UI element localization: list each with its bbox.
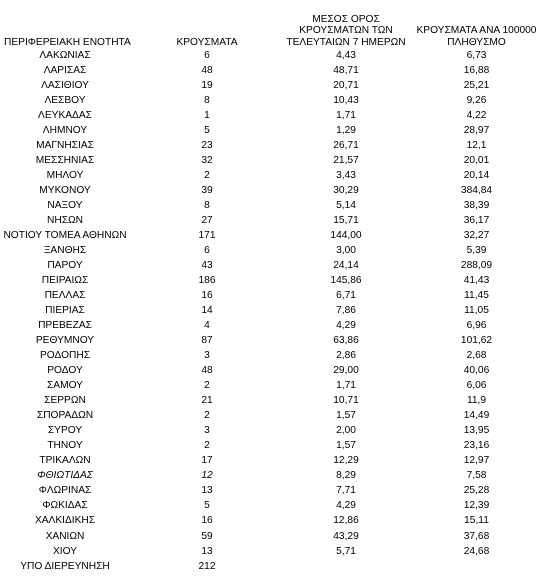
cell-per100k: 15,11 (464, 515, 489, 527)
cell-region: ΜΑΓΝΗΣΙΑΣ (36, 140, 94, 152)
cell-cases: 43 (201, 260, 213, 272)
table-row (0, 513, 543, 528)
cell-per100k: 5,39 (466, 245, 487, 257)
cell-cases: 16 (201, 515, 213, 527)
table-row (0, 93, 543, 108)
cell-region: ΦΘΙΩΤΙΔΑΣ (37, 470, 93, 482)
cell-region: ΥΠΟ ΔΙΕΡΕΥΝΗΣΗ (20, 560, 110, 572)
cell-region: ΝΟΤΙΟΥ ΤΟΜΕΑ ΑΘΗΝΩΝ (3, 230, 127, 242)
cell-cases: 48 (201, 365, 213, 377)
cell-cases: 2 (204, 440, 210, 452)
cell-cases: 3 (204, 425, 210, 437)
cell-region: ΠΑΡΟΥ (47, 260, 83, 272)
cell-per100k: 24,68 (463, 545, 490, 557)
header-row (0, 5, 543, 48)
header-cases-line: ΚΡΟΥΣΜΑΤΑ (176, 36, 238, 48)
cell-region: ΛΕΣΒΟΥ (44, 95, 86, 107)
table-row (0, 288, 543, 303)
cell-avg7: 1,57 (336, 410, 356, 422)
table-row (0, 363, 543, 378)
cell-avg7: 10,71 (333, 395, 359, 407)
cell-per100k: 7,58 (466, 470, 487, 482)
cell-per100k: 41,43 (463, 275, 490, 287)
table-row (0, 529, 543, 544)
cell-avg7: 2,00 (336, 425, 356, 437)
cell-avg7: 12,29 (333, 455, 359, 467)
cell-region: ΛΑΚΩΝΙΑΣ (39, 50, 91, 61)
table-row (0, 393, 543, 408)
cell-cases: 2 (204, 380, 210, 392)
table-row (0, 108, 543, 123)
cell-region: ΣΕΡΡΩΝ (44, 395, 86, 407)
table-row (0, 423, 543, 438)
cell-region: ΛΑΣΙΘΙΟΥ (41, 80, 89, 92)
table-row (0, 348, 543, 363)
cell-avg7: 1,29 (336, 125, 356, 137)
table-row (0, 453, 543, 468)
cell-cases: 8 (204, 95, 210, 107)
cell-avg7: 6,71 (336, 290, 356, 302)
header-region (0, 5, 132, 48)
cell-cases: 32 (201, 155, 213, 167)
header-avg7-line: ΚΡΟΥΣΜΑΤΩΝ ΤΩΝ (299, 25, 393, 36)
cell-per100k: 36,17 (463, 215, 490, 227)
cell-per100k: 6,96 (466, 320, 487, 332)
cell-region: ΠΕΛΛΑΣ (44, 290, 86, 302)
table-row (0, 318, 543, 333)
cell-per100k: 38,39 (463, 200, 490, 212)
cell-avg7: 48,71 (333, 65, 359, 77)
cell-region: ΤΡΙΚΑΛΩΝ (39, 455, 91, 467)
cell-per100k: 13,95 (463, 425, 490, 437)
cell-cases: 17 (201, 455, 213, 467)
cell-avg7: 145,86 (330, 275, 362, 287)
cell-region: ΦΩΚΙΔΑΣ (42, 500, 88, 512)
header-cases (132, 5, 282, 48)
table-row (0, 48, 543, 63)
cell-avg7: 144,00 (330, 230, 362, 242)
cell-per100k: 12,97 (463, 455, 490, 467)
cell-per100k: 384,84 (460, 185, 493, 197)
cell-cases: 8 (204, 200, 210, 212)
cell-region: ΜΕΣΣΗΝΙΑΣ (35, 155, 95, 167)
cell-per100k: 16,88 (463, 65, 490, 77)
cell-region: ΦΛΩΡΙΝΑΣ (38, 485, 92, 497)
cell-per100k: 11,45 (464, 290, 489, 302)
cell-region: ΧΙΟΥ (52, 545, 78, 557)
cell-per100k: 28,97 (463, 125, 490, 137)
header-per100k-line: ΠΛΗΘΥΣΜΟ (447, 36, 506, 48)
cell-region: ΠΙΕΡΙΑΣ (45, 305, 85, 317)
cell-region: ΡΕΘΥΜΝΟΥ (35, 335, 95, 347)
cell-avg7: 20,71 (333, 80, 359, 92)
cell-cases: 87 (201, 335, 213, 347)
cell-avg7: 4,43 (336, 50, 356, 61)
cell-cases: 16 (201, 290, 213, 302)
table-row (0, 559, 543, 574)
cell-cases: 13 (201, 485, 213, 497)
cell-per100k: 23,16 (463, 440, 490, 452)
cell-per100k: 6,06 (466, 380, 487, 392)
cell-cases: 5 (204, 125, 210, 137)
table-row (0, 408, 543, 423)
table-row (0, 438, 543, 453)
cell-avg7: 1,71 (336, 380, 356, 392)
table-row (0, 123, 543, 138)
cell-avg7: 8,29 (336, 470, 356, 482)
cell-cases: 39 (201, 185, 213, 197)
cell-per100k: 40,06 (463, 365, 490, 377)
cell-cases: 5 (204, 500, 210, 512)
cell-avg7: 1,71 (336, 110, 356, 122)
cell-region: ΡΟΔΟΥ (47, 365, 83, 377)
table-row (0, 213, 543, 228)
cell-avg7: 4,29 (336, 320, 356, 332)
cell-avg7: 7,71 (336, 485, 356, 497)
cell-region: ΞΑΝΘΗΣ (43, 245, 87, 257)
cell-region: ΝΑΞΟΥ (47, 200, 83, 212)
table-row (0, 498, 543, 513)
cell-avg7: 2,86 (336, 350, 356, 362)
cell-avg7: 7,86 (336, 305, 356, 317)
cell-per100k: 6,73 (466, 50, 487, 61)
cell-region: ΣΥΡΟΥ (47, 425, 83, 437)
cell-region: ΛΕΥΚΑΔΑΣ (38, 110, 92, 122)
cell-per100k: 11,05 (464, 305, 489, 317)
table-row (0, 138, 543, 153)
cell-cases: 4 (204, 320, 210, 332)
cell-avg7: 10,43 (333, 95, 359, 107)
cell-cases: 14 (201, 305, 213, 317)
table-row (0, 483, 543, 498)
cell-avg7: 24,14 (333, 260, 359, 272)
cell-cases: 3 (204, 350, 210, 362)
cell-avg7 (282, 559, 410, 574)
cell-avg7: 5,71 (336, 545, 356, 557)
cell-per100k: 12,1 (466, 140, 487, 152)
cell-per100k: 20,14 (463, 170, 490, 182)
header-avg7 (282, 5, 410, 48)
cell-per100k: 12,39 (463, 500, 490, 512)
cell-cases: 21 (201, 395, 213, 407)
cell-region: ΡΟΔΟΠΗΣ (39, 350, 91, 362)
cell-per100k: 288,09 (460, 260, 493, 272)
cell-region: ΠΡΕΒΕΖΑΣ (38, 320, 92, 332)
header-per100k (410, 5, 543, 48)
cell-avg7: 3,43 (336, 170, 356, 182)
cell-cases: 19 (201, 80, 213, 92)
cell-cases: 1 (204, 110, 210, 122)
table-row (0, 468, 543, 483)
cell-per100k: 4,22 (466, 110, 487, 122)
cell-region: ΜΥΚΟΝΟΥ (39, 185, 91, 197)
cell-per100k: 20,01 (463, 155, 490, 167)
cell-region: ΤΗΝΟΥ (47, 440, 83, 452)
cell-region: ΛΑΡΙΣΑΣ (43, 65, 87, 77)
cell-cases: 2 (204, 410, 210, 422)
table-row (0, 228, 543, 243)
table-body (0, 48, 543, 574)
cell-cases: 27 (201, 215, 213, 227)
cell-avg7: 21,57 (333, 155, 359, 167)
cell-cases: 13 (201, 545, 213, 557)
cell-avg7: 3,00 (336, 245, 356, 257)
table-row (0, 153, 543, 168)
table-row (0, 378, 543, 393)
cell-per100k: 32,27 (463, 230, 490, 242)
cell-region: ΛΗΜΝΟΥ (42, 125, 88, 137)
cell-per100k: 14,49 (463, 410, 490, 422)
table-row (0, 303, 543, 318)
header-per100k-line: ΚΡΟΥΣΜΑΤΑ ΑΝΑ 100000 (416, 25, 537, 36)
cell-region: ΧΑΝΙΩΝ (45, 530, 85, 542)
cell-region: ΧΑΛΚΙΔΙΚΗΣ (34, 515, 96, 527)
cell-cases: 23 (201, 140, 213, 152)
cell-region: ΜΗΛΟΥ (46, 170, 84, 182)
cell-avg7: 1,57 (336, 440, 356, 452)
cell-avg7: 29,00 (333, 365, 359, 377)
cell-cases: 6 (204, 50, 210, 61)
cell-cases: 2 (204, 170, 210, 182)
cell-cases: 186 (198, 275, 216, 287)
cell-cases: 6 (204, 245, 210, 257)
table-row (0, 78, 543, 93)
table-row (0, 63, 543, 78)
cell-avg7: 5,14 (336, 200, 356, 212)
cell-avg7: 4,29 (336, 500, 356, 512)
cell-per100k: 101,62 (460, 335, 493, 347)
cell-per100k: 25,21 (463, 80, 490, 92)
cell-avg7: 63,86 (333, 335, 359, 347)
cell-per100k: 2,68 (466, 350, 487, 362)
cell-cases: 48 (201, 65, 213, 77)
table-row (0, 273, 543, 288)
cell-region: ΠΕΙΡΑΙΩΣ (41, 275, 89, 287)
cell-avg7: 43,29 (333, 530, 359, 542)
cell-cases: 12 (201, 470, 213, 482)
cell-region: ΝΗΣΩΝ (47, 215, 83, 227)
cell-per100k: 9,26 (466, 95, 487, 107)
header-avg7-line: ΜΕΣΟΣ ΟΡΟΣ (312, 13, 380, 25)
cell-region: ΣΠΟΡΑΔΩΝ (36, 410, 94, 422)
cell-avg7: 15,71 (333, 215, 359, 227)
cell-region: ΣΑΜΟΥ (47, 380, 83, 392)
table-row (0, 198, 543, 213)
header-region-line: ΠΕΡΙΦΕΡΕΙΑΚΗ ΕΝΟΤΗΤΑ (4, 36, 131, 48)
cell-per100k: 11,9 (466, 395, 487, 407)
table-row (0, 544, 543, 559)
cell-per100k: 37,68 (463, 530, 490, 542)
table-row (0, 333, 543, 348)
table-row (0, 258, 543, 273)
table-row (0, 183, 543, 198)
cell-cases: 171 (198, 230, 216, 242)
header-avg7-line: ΤΕΛΕΥΤΑΙΩΝ 7 ΗΜΕΡΩΝ (286, 36, 406, 48)
table-row (0, 243, 543, 258)
table-row (0, 168, 543, 183)
cases-table (0, 5, 543, 574)
cell-avg7: 12,86 (333, 515, 359, 527)
cell-cases: 212 (198, 560, 216, 572)
cell-avg7: 26,71 (333, 140, 359, 152)
cell-avg7: 30,29 (333, 185, 359, 197)
cell-cases: 59 (201, 530, 213, 542)
cell-per100k: 25,28 (463, 485, 490, 497)
cell-per100k (410, 559, 543, 574)
